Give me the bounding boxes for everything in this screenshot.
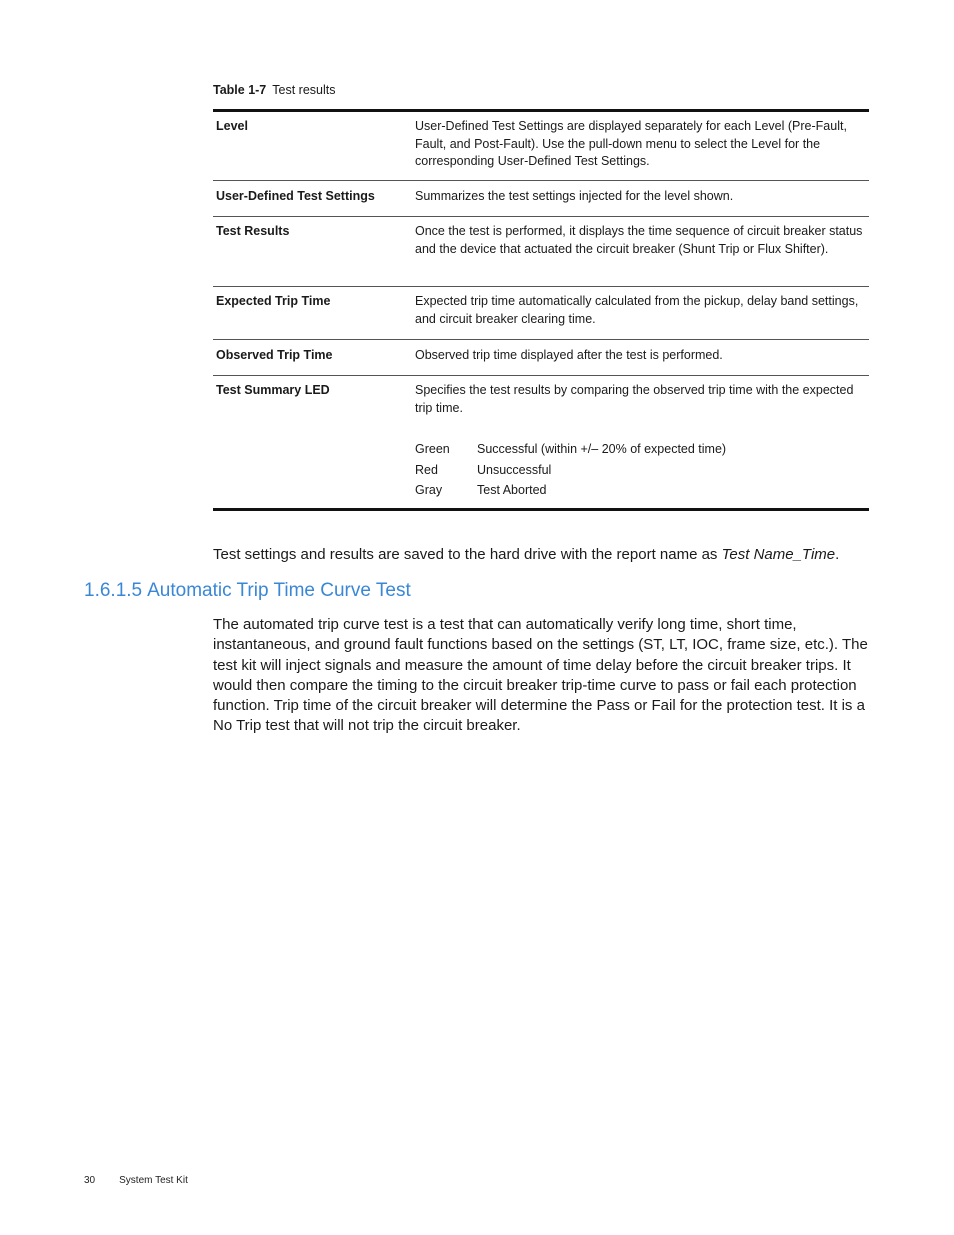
row-description-block (415, 382, 869, 508)
table-caption (213, 83, 335, 97)
row-description: Summarizes the test settings injected for the level shown. (415, 189, 734, 203)
led-color: Green (415, 442, 450, 456)
report-name-text: Test settings and results are saved to the hard drive with the report name as (213, 546, 722, 563)
row-label: Test Summary LED (216, 383, 330, 397)
row-label: Observed Trip Time (216, 348, 333, 362)
document-title: System Test Kit (119, 1175, 188, 1186)
led-color: Gray (415, 483, 443, 497)
table-row-test-summary-led (213, 376, 869, 508)
section-paragraph: The automated trip curve test is a test that can automatically verify long time, short time, instantaneous, and ground fault functions based on the settings (ST, LT, IOC, frame size, etc.). The test kit will inject signals and measure the amount of time delay before the circuit breaker trips. It would then compare the timing to the circuit breaker trip-time curve to pass or fail each protection function. Trip time of the circuit breaker will determine the Pass or Fail for the protection test. It is a No Trip test that will not trip the circuit breaker. (213, 616, 868, 735)
section-heading (84, 580, 411, 602)
table-row-test-results (213, 217, 869, 287)
led-meaning: Test Aborted (477, 483, 547, 497)
table-row-expected-trip-time (213, 287, 869, 340)
led-state-green (415, 439, 863, 460)
row-label: Test Results (216, 224, 290, 238)
row-description: User-Defined Test Settings are displayed separately for each Level (Pre-Fault, Fault, and Post-Fault). Use the pull-down menu to select the Level for the corresponding User-Defined Test Settings. (415, 119, 847, 168)
section-title: Automatic Trip Time Curve Test (147, 580, 411, 601)
report-name-paragraph (213, 545, 873, 565)
row-description: Expected trip time automatically calculated from the pickup, delay band settings, and circuit breaker clearing time. (415, 294, 859, 326)
led-state-gray (415, 480, 863, 501)
page-footer (84, 1175, 188, 1186)
table-row-observed-trip-time (213, 340, 869, 376)
row-description: Specifies the test results by comparing the observed trip time with the expected trip time. (415, 383, 854, 415)
page-number: 30 (84, 1175, 96, 1186)
row-label: Level (216, 119, 248, 133)
table-caption-number: Table 1-7 (213, 83, 267, 97)
led-state-list (415, 439, 863, 501)
test-results-table (213, 109, 869, 511)
table-caption-title: Test results (272, 83, 336, 97)
row-description: Once the test is performed, it displays the time sequence of circuit breaker status and the device that actuated the circuit breaker (Shunt Trip or Flux Shifter). (415, 224, 863, 256)
led-state-red (415, 460, 863, 481)
row-label: User-Defined Test Settings (216, 189, 375, 203)
led-meaning: Successful (within +/– 20% of expected time) (477, 442, 727, 456)
section-number: 1.6.1.5 (84, 580, 143, 601)
led-color: Red (415, 462, 438, 477)
led-meaning: Unsuccessful (477, 462, 552, 477)
report-name-format: Test Name_Time (721, 546, 836, 563)
report-name-period: . (835, 546, 840, 563)
row-label: Expected Trip Time (216, 294, 331, 308)
table-row-user-defined-test-settings (213, 181, 869, 217)
table-row-level (213, 112, 869, 181)
row-description: Observed trip time displayed after the test is performed. (415, 348, 723, 362)
